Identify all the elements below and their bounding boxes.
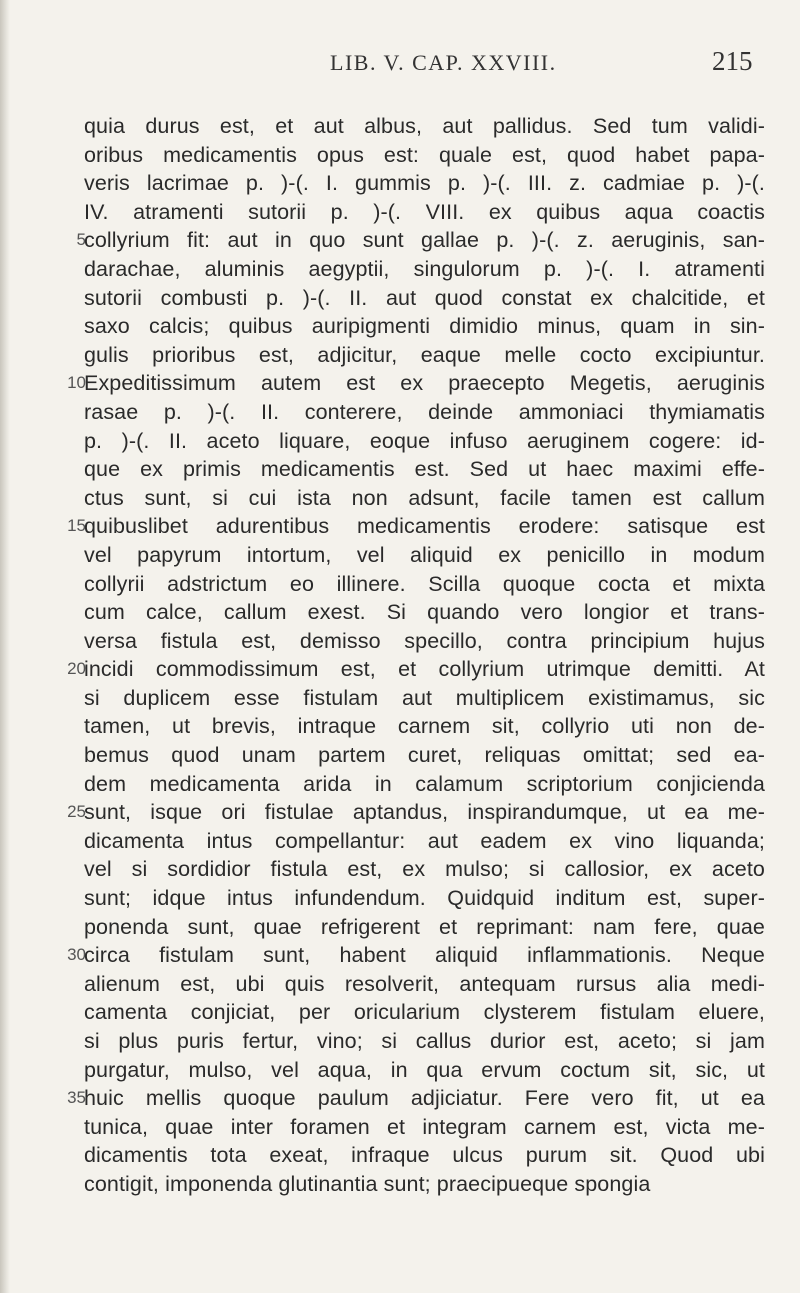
line-text: ponenda sunt, quae refrigerent et reprimant: nam fere, quae: [84, 914, 765, 939]
line-text: dicamentis tota exeat, infraque ulcus purum sit. Quod ubi: [84, 1143, 765, 1168]
line-text: camenta conjiciat, per oricularium clysterem fistulam eluere,: [84, 1000, 765, 1025]
line-text: IV. atramenti sutorii p. )-(. VIII. ex quibus aqua coactis: [84, 199, 765, 224]
line-text: cum calce, callum exest. Si quando vero longior et trans-: [84, 600, 765, 625]
line-text: quia durus est, et aut albus, aut pallidus. Sed tum validi-: [84, 114, 765, 138]
line-text: versa fistula est, demisso specillo, contra principium hujus: [84, 628, 765, 653]
text-line: [58, 284, 778, 313]
body-text: [58, 112, 778, 1199]
line-text: sunt, isque ori fistulae aptandus, inspirandumque, ut ea me-: [84, 800, 765, 825]
line-text: veris lacrimae p. )-(. I. gummis p. )-(. III. z. cadmiae p. )-(.: [84, 171, 765, 196]
line-text: dicamenta intus compellantur: aut eadem ex vino liquanda;: [84, 828, 765, 853]
line-text: incidi commodissimum est, et collyrium utrimque demitti. At: [84, 657, 765, 682]
text-line: [58, 684, 778, 713]
line-text: si plus puris fertur, vino; si callus durior est, aceto; si jam: [84, 1029, 765, 1053]
page-number: 215: [712, 46, 753, 76]
line-text: p. )-(. II. aceto liquare, eoque infuso aeruginem cogere: id-: [84, 428, 765, 453]
line-text: quibuslibet adurentibus medicamentis erodere: satisque est: [84, 514, 765, 539]
text-line: [58, 1027, 778, 1056]
line-text: collyrii adstrictum eo illinere. Scilla quoque cocta et mixta: [84, 571, 765, 596]
text-line: [58, 770, 778, 799]
line-number: 15: [67, 516, 86, 536]
text-line: [58, 169, 778, 198]
text-line: [58, 455, 778, 484]
line-number: 35: [67, 1088, 86, 1108]
text-line: [58, 1084, 778, 1113]
line-text: Expeditissimum autem est ex praecepto Megetis, aeruginis: [84, 371, 765, 396]
text-line: [58, 427, 778, 456]
line-text: purgatur, mulso, vel aqua, in qua ervum coctum sit, sic, ut: [84, 1057, 765, 1082]
text-line: [58, 541, 778, 570]
running-head: [0, 46, 800, 86]
text-line: [58, 712, 778, 741]
text-line: [58, 484, 778, 513]
line-number: 10: [67, 373, 86, 393]
line-text: dem medicamenta arida in calamum scriptorium conjicienda: [84, 771, 765, 796]
text-line: [58, 341, 778, 370]
line-text: que ex primis medicamentis est. Sed ut haec maximi effe-: [84, 457, 765, 482]
text-line: [58, 398, 778, 427]
line-text: contigit, imponenda glutinantia sunt; praecipueque spongia: [84, 1171, 651, 1196]
text-line: [58, 941, 778, 970]
page-binding-edge: [0, 0, 10, 1293]
text-line: [58, 998, 778, 1027]
line-text: tamen, ut brevis, intraque carnem sit, collyrio uti non de-: [84, 714, 765, 739]
line-text: rasae p. )-(. II. conterere, deinde ammoniaci thymiamatis: [84, 399, 765, 424]
line-text: collyrium fit: aut in quo sunt gallae p. )-(. z. aeruginis, san-: [84, 228, 765, 253]
text-line: [58, 655, 778, 684]
text-line: [58, 741, 778, 770]
text-line: [58, 1141, 778, 1170]
line-text: sunt; idque intus infundendum. Quidquid inditum est, super-: [84, 886, 765, 911]
line-text: bemus quod unam partem curet, reliquas omittat; sed ea-: [84, 743, 765, 768]
text-line: [58, 970, 778, 999]
line-text: ctus sunt, si cui ista non adsunt, facile tamen est callum: [84, 485, 765, 510]
line-number: 30: [67, 945, 86, 965]
text-line: [58, 1113, 778, 1142]
text-line: [58, 312, 778, 341]
line-text: alienum est, ubi quis resolverit, antequam rursus alia medi-: [84, 971, 765, 996]
text-line: [58, 913, 778, 942]
line-text: huic mellis quoque paulum adjiciatur. Fere vero fit, ut ea: [84, 1086, 765, 1111]
line-text: tunica, quae inter foramen et integram carnem est, victa me-: [84, 1114, 765, 1139]
line-text: darachae, aluminis aegyptii, singulorum p. )-(. I. atramenti: [84, 256, 765, 281]
text-line: [58, 855, 778, 884]
line-text: oribus medicamentis opus est: quale est, quod habet papa-: [84, 142, 765, 167]
text-line: [58, 226, 778, 255]
line-text: sutorii combusti p. )-(. II. aut quod constat ex chalcitide, et: [84, 285, 765, 310]
line-number: 5: [76, 230, 86, 250]
text-line: [58, 598, 778, 627]
text-line: [58, 255, 778, 284]
text-line: [58, 198, 778, 227]
line-text: saxo calcis; quibus auripigmenti dimidio minus, quam in sin-: [84, 314, 765, 339]
running-title: LIB. V. CAP. XXVIII.: [330, 50, 557, 75]
text-line: [58, 884, 778, 913]
line-text: si duplicem esse fistulam aut multiplicem existimamus, sic: [84, 685, 765, 710]
text-line: [58, 112, 778, 141]
text-line: [58, 141, 778, 170]
line-number: 25: [67, 802, 86, 822]
text-line: [58, 512, 778, 541]
line-text: gulis prioribus est, adjicitur, eaque melle cocto excipiuntur.: [84, 342, 765, 367]
text-line: [58, 1170, 778, 1199]
text-line: [58, 570, 778, 599]
text-line: [58, 1056, 778, 1085]
text-line: [58, 369, 778, 398]
text-line: [58, 627, 778, 656]
line-number: 20: [67, 659, 86, 679]
line-text: vel papyrum intortum, vel aliquid ex penicillo in modum: [84, 542, 765, 567]
line-text: circa fistulam sunt, habent aliquid inflammationis. Neque: [84, 943, 765, 968]
text-line: [58, 798, 778, 827]
line-text: vel si sordidior fistula est, ex mulso; si callosior, ex aceto: [84, 857, 765, 882]
text-line: [58, 827, 778, 856]
